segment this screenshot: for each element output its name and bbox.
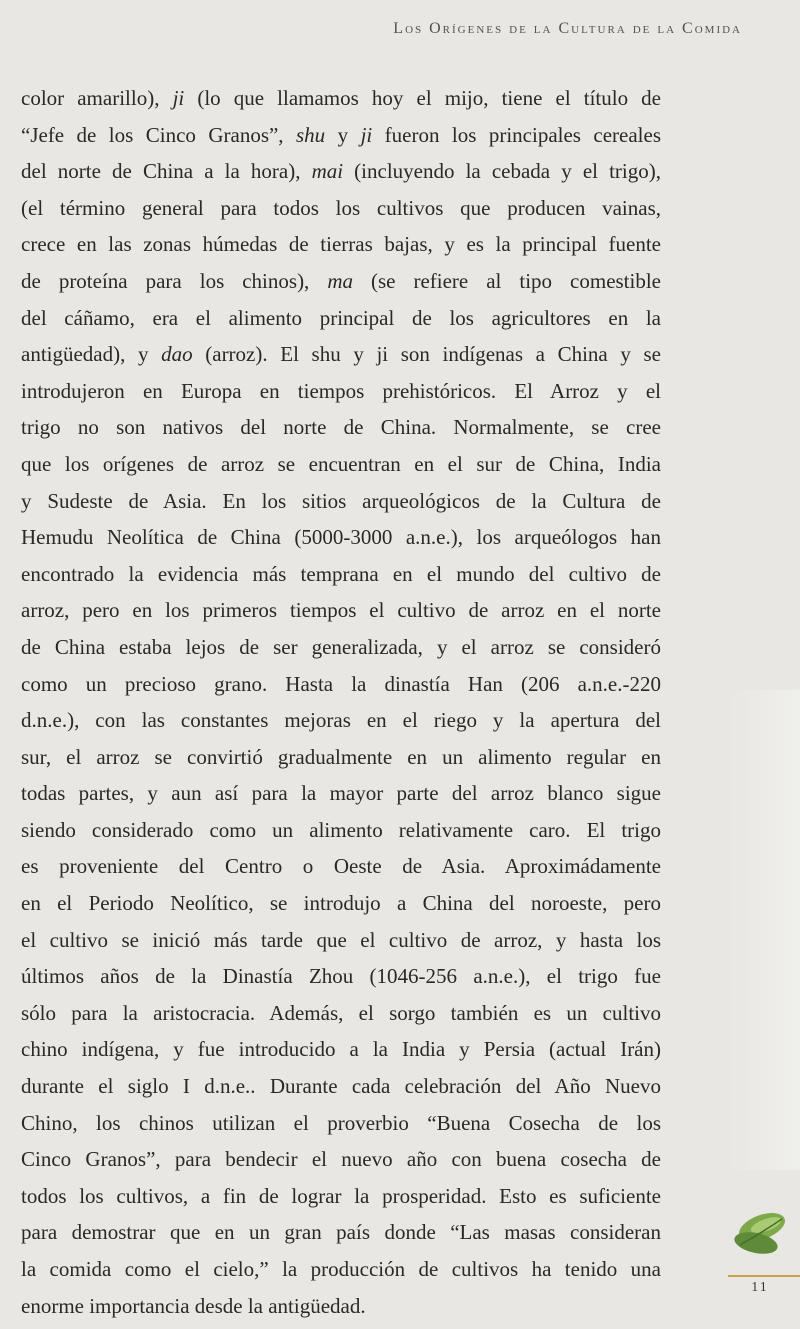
running-header: Los Orígenes de la Cultura de la Comida <box>393 20 742 37</box>
page-number: 11 <box>751 1280 769 1295</box>
text-line: que los orígenes de arroz se encuentran en el sur de China, India <box>21 451 661 476</box>
text-line: trigo no son nativos del norte de China. Normalmente, se cree <box>21 415 661 440</box>
text-line: Chino, los chinos utilizan el proverbio “Buena Cosecha de los <box>21 1110 661 1135</box>
italic-term: ma <box>327 268 353 293</box>
text-line: en el Periodo Neolítico, se introdujo a China del noroeste, pero <box>21 891 661 916</box>
text-line: la comida como el cielo,” la producción de cultivos ha tenido una <box>21 1257 661 1281</box>
text-line: como un precioso grano. Hasta la dinastía Han (206 a.n.e.-220 <box>21 671 661 696</box>
text-line: para demostrar que en un gran país donde “Las masas consideran <box>21 1220 661 1245</box>
text-line: del cáñamo, era el alimento principal de los agricultores en la <box>21 305 661 330</box>
text-line: Hemudu Neolítica de China (5000-3000 a.n.e.), los arqueólogos han <box>21 525 661 550</box>
text-line: chino indígena, y fue introducido a la India y Persia (actual Irán) <box>21 1037 661 1062</box>
text-line: todos los cultivos, a fin de lograr la prosperidad. Esto es suficiente <box>21 1183 661 1208</box>
footer-rule <box>728 1275 800 1277</box>
text-line: últimos años de la Dinastía Zhou (1046-256 a.n.e.), el trigo fue <box>21 964 661 989</box>
text-line: introdujeron en Europa en tiempos prehistóricos. El Arroz y el <box>21 378 661 403</box>
italic-term: mai <box>311 159 344 184</box>
text-line: del norte de China a la hora), mai (incluyendo la cebada y el trigo), <box>21 159 661 184</box>
italic-term: dao <box>161 342 193 367</box>
text-line: enorme importancia desde la antigüedad. <box>21 1293 366 1318</box>
text-line: todas partes, y aun así para la mayor parte del arroz blanco sigue <box>21 781 661 806</box>
text-line: color amarillo), ji (lo que llamamos hoy el mijo, tiene el título de <box>21 86 661 110</box>
margin-shade <box>728 690 800 1170</box>
text-line: el cultivo se inició más tarde que el cultivo de arroz, y hasta los <box>21 927 661 952</box>
text-line: d.n.e.), con las constantes mejoras en el riego y la apertura del <box>21 708 661 733</box>
text-line: “Jefe de los Cinco Granos”, shu y ji fueron los principales cereales <box>21 122 662 147</box>
text-line: sólo para la aristocracia. Además, el sorgo también es un cultivo <box>21 1000 661 1025</box>
text-line: durante el siglo I d.n.e.. Durante cada celebración del Año Nuevo <box>21 1074 661 1099</box>
text-line: arroz, pero en los primeros tiempos el cultivo de arroz en el norte <box>21 598 661 623</box>
leaf-icon <box>722 1205 794 1265</box>
text-line: es proveniente del Centro o Oeste de Asia. Aproximádamente <box>21 854 661 879</box>
text-line: siendo considerado como un alimento relativamente caro. El trigo <box>21 817 661 842</box>
text-line: crece en las zonas húmedas de tierras bajas, y es la principal fuente <box>21 232 661 257</box>
text-line: encontrado la evidencia más temprana en el mundo del cultivo de <box>21 561 661 586</box>
text-line: sur, el arroz se convirtió gradualmente en un alimento regular en <box>21 744 661 769</box>
italic-term: ji <box>360 122 373 147</box>
italic-term: ji <box>172 86 185 110</box>
text-line: Cinco Granos”, para bendecir el nuevo año con buena cosecha de <box>21 1147 661 1172</box>
text-line: antigüedad), y dao (arroz). El shu y ji son indígenas a China y se <box>21 342 661 367</box>
text-line: (el término general para todos los cultivos que producen vainas, <box>21 195 661 220</box>
body-paragraph <box>21 80 661 1324</box>
text-line: y Sudeste de Asia. En los sitios arqueológicos de la Cultura de <box>21 488 661 513</box>
text-line: de China estaba lejos de ser generalizada, y el arroz se consideró <box>21 634 661 659</box>
text-line: de proteína para los chinos), ma (se refiere al tipo comestible <box>21 268 662 293</box>
italic-term: shu <box>296 122 326 147</box>
